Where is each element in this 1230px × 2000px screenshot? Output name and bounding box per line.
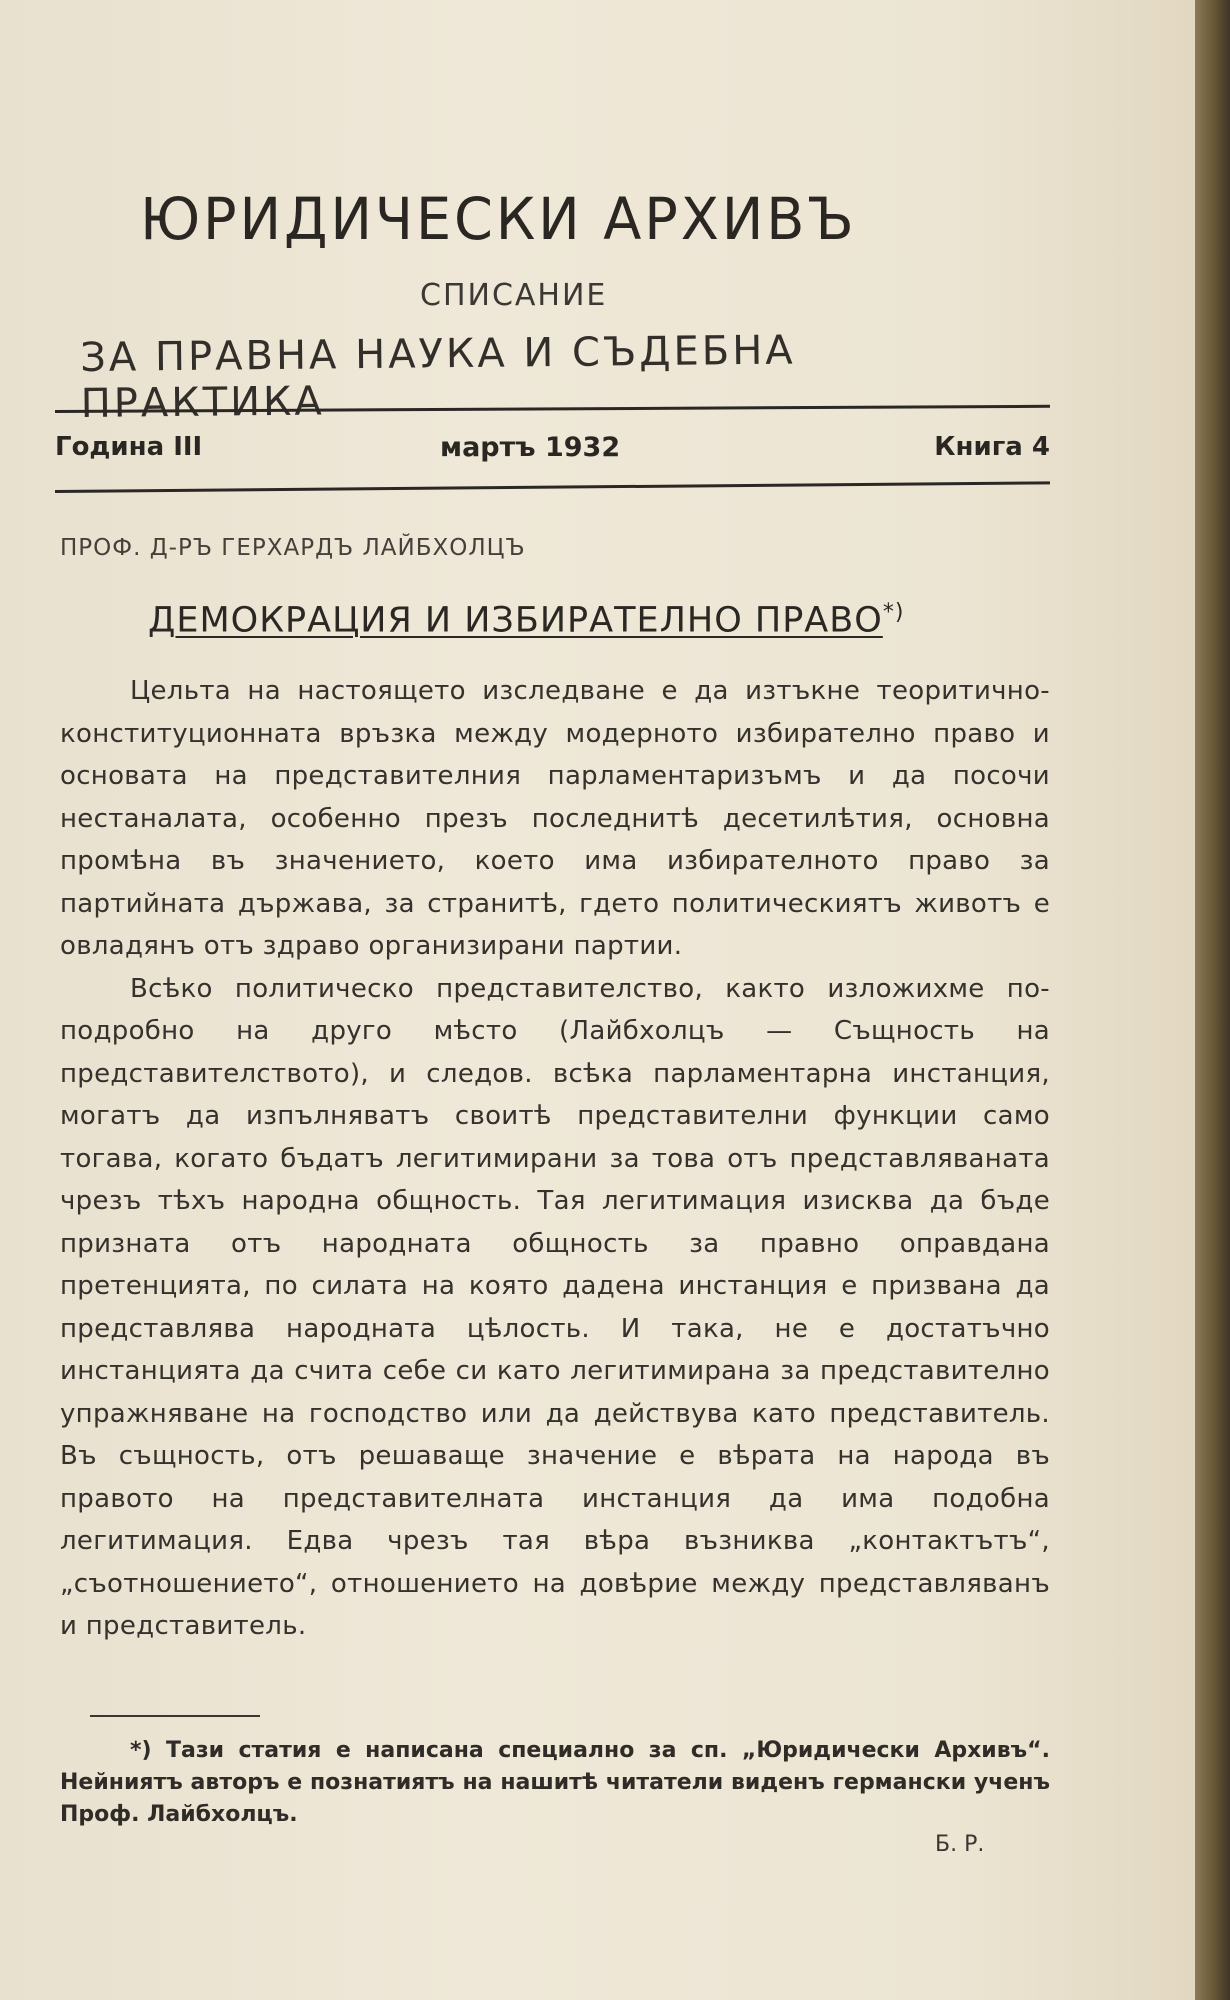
footnote-text: *) Тази статия е написана специално за сп. „Юридически Архивъ“. Нейниятъ авторъ е познатиятъ на нашитѣ читатели виденъ германски ученъ Проф. Лайбхолцъ.: [60, 1738, 1050, 1827]
journal-title: ЮРИДИЧЕСКИ АРХИВЪ: [140, 185, 857, 253]
footnote-rule: [90, 1715, 260, 1717]
paragraph: Цельта на настоящето изследване е да изтъкне теоритично-конституционната връзка между модерното избирателно право и основата на представителния парламентаризъмъ и да посочи нестаналата, особенно презъ последнитѣ десетилѣтия, основна промѣна въ значението, което има избирателното право за партийната държава, за странитѣ, гдето политическиятъ животъ е овладянъ отъ здраво организирани партии.: [60, 676, 1050, 961]
issue-line: [55, 432, 1050, 472]
article-title-text: ДЕМОКРАЦИЯ И ИЗБИРАТЕЛНО ПРАВО: [148, 600, 883, 641]
footnote-marker: *): [882, 600, 905, 625]
issue-book: Книга 4: [934, 432, 1050, 462]
header-rule-bottom: [55, 481, 1050, 493]
footnote: [60, 1735, 1050, 1831]
article-title: [148, 600, 904, 641]
issue-year: Година III: [55, 432, 203, 462]
footnote-signature: Б. Р.: [935, 1832, 985, 1857]
journal-subtitle: СПИСАНИЕ: [420, 278, 608, 313]
issue-date: мартъ 1932: [440, 432, 621, 463]
article-body: [60, 670, 1050, 1648]
paragraph: Всѣко политическо представителство, както изложихме по-подробно на друго мѣсто (Лайбхолцъ — Същность на представителството), и следов. всѣка парламентарна инстанция, могатъ да изпълняватъ своитѣ представителни функции само тогава, когато бъдатъ легитимирани за това отъ представляваната чрезъ тѣхъ народна общность. Тая легитимация изисква да бъде призната отъ народната общность за правно оправдана претенцията, по силата на която дадена инстанция е призвана да представлява народната цѣлость. И така, не е достатъчно инстанцията да счита себе си като легитимирана за представително упражняване на господство или да действува като представитель. Въ същность, отъ решаваще значение е вѣрата на народа въ правото на представителната инстанция да има подобна легитимация. Едва чрезъ тая вѣра възниква „контактътъ“, „съотношението“, отношението на довѣрие между представляванъ и представитель.: [60, 973, 1050, 1641]
article-author: ПРОФ. Д-РЪ ГЕРХАРДЪ ЛАЙБХОЛЦЪ: [60, 535, 526, 561]
journal-tagline: ЗА ПРАВНА НАУКА И СЪДЕБНА ПРАКТИКА: [80, 327, 796, 427]
page-edge: [1195, 0, 1230, 2000]
